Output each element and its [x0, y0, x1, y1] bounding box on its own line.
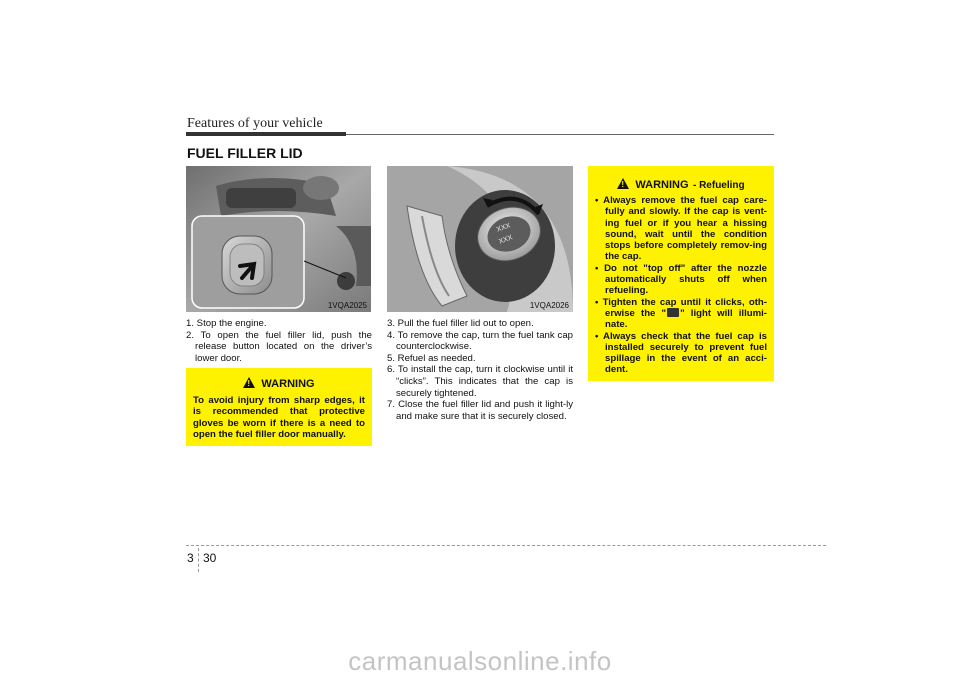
step-1: 1. Stop the engine.: [186, 318, 267, 329]
warning-title: WARNING: [261, 378, 315, 390]
step-3: 3. Pull the fuel filler lid out to open.: [387, 318, 534, 329]
photo-fuel-cap: [387, 166, 573, 312]
watermark: carmanualsonline.info: [348, 646, 612, 676]
cap-label-1: XXX: [495, 222, 512, 234]
step-5: 5. Refuel as needed.: [387, 352, 476, 364]
warning-icon: [617, 178, 629, 189]
warning-title: WARNING: [635, 179, 689, 191]
warning-bullet-2: • Do not "top off" after the nozzle automatically shuts off when refueling.: [595, 262, 767, 297]
header-rule: [346, 134, 774, 135]
warning-icon: [243, 377, 255, 388]
warning-bullet-1: • Always remove the fuel cap care-fully and slowly. If the cap is vent-ing fuel or if you hear a hissing sound, wait until the condition stops before completely remov-ing the cap.: [595, 195, 767, 263]
steps-column-2: [387, 318, 573, 422]
warning-box-refueling: [588, 166, 774, 381]
header-bar: [186, 132, 346, 136]
warning-text: To avoid injury from sharp edges, it is recommended that protective gloves be worn if there is a need to open the fuel filler door manually.: [193, 395, 365, 440]
section-title: FUEL FILLER LID: [187, 145, 303, 161]
photo-release-button: [186, 166, 371, 312]
steps-column-1: [186, 318, 372, 364]
fuel-cap-warning-light-icon: [667, 308, 679, 317]
footer-rule: [186, 545, 826, 546]
warning-box-gloves: [186, 368, 372, 446]
photo-caption-left: 1VQA2025: [327, 301, 367, 310]
header-title: Features of your vehicle: [187, 116, 323, 131]
bullet-3-text-b: " light will illumi-nate.: [605, 307, 768, 331]
step-4: 4. To remove the cap, turn the fuel tank cap counterclockwise.: [387, 329, 573, 353]
page-number: 30: [203, 551, 217, 565]
footer-separator: [198, 548, 199, 572]
warning-bullet-3: [595, 297, 767, 331]
chapter-number: 3: [187, 551, 194, 565]
photo-caption-right: 1VQA2026: [529, 301, 569, 310]
warning-bullet-4: • Always check that the fuel cap is installed securely to prevent fuel spillage in the event of an acci-dent.: [595, 330, 767, 376]
step-6: 6. To install the cap, turn it clockwise until it “clicks”. This indicates that the cap is securely tightened.: [387, 364, 573, 399]
step-7: 7. Close the fuel filler lid and push it light-ly and make sure that it is securely closed.: [387, 399, 573, 422]
bullet-3-text-a: • Tighten the cap until it clicks, oth-erwise the ": [595, 296, 767, 319]
warning-subtitle: - Refueling: [692, 180, 745, 191]
step-2: 2. To open the fuel filler lid, push the release button located on the driver’s lower door.: [186, 329, 372, 364]
cap-label-2: XXX: [498, 234, 514, 246]
